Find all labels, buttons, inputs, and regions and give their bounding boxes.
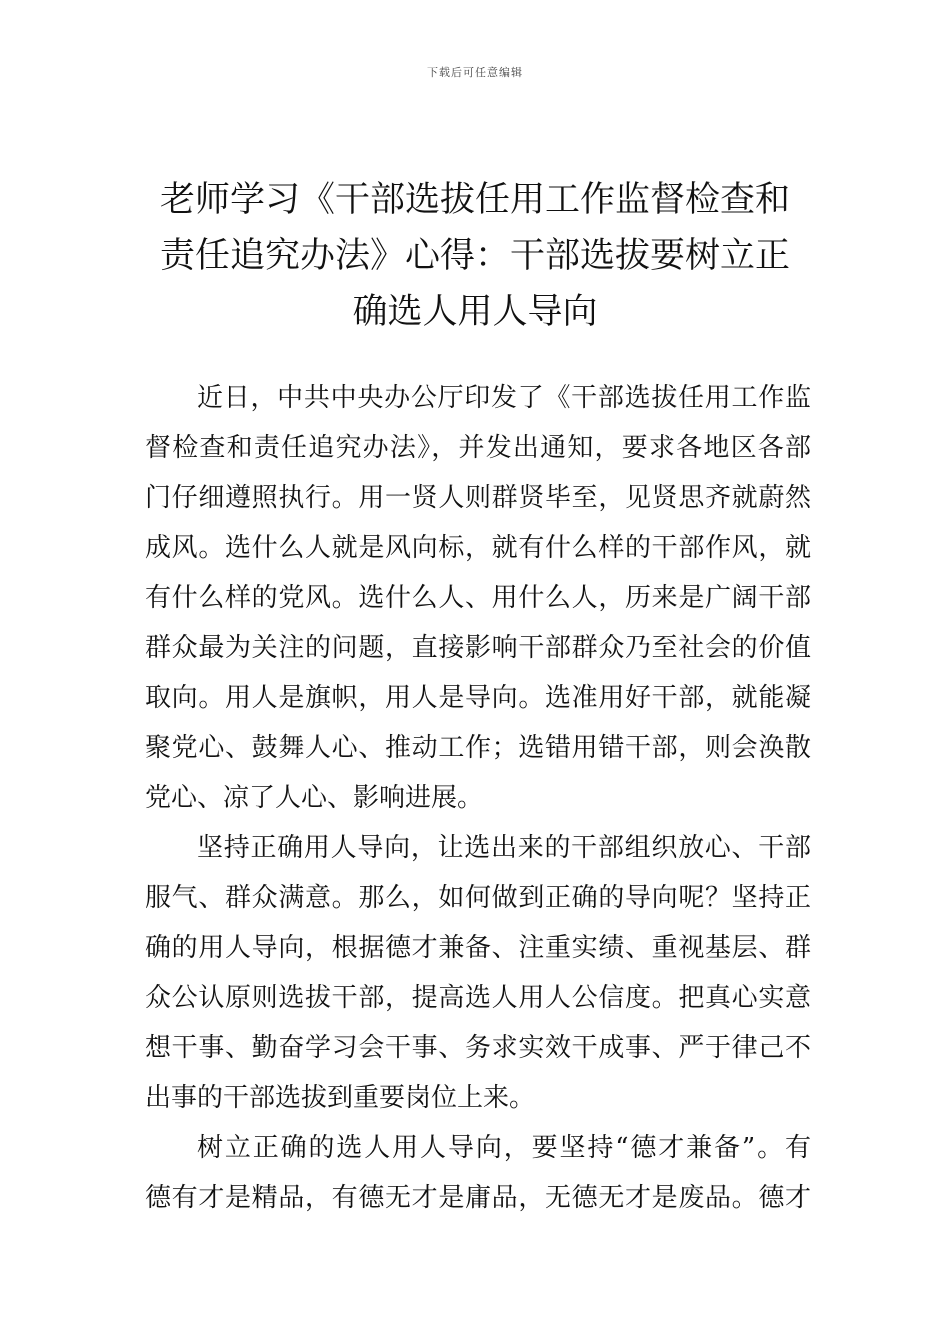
paragraph-1	[145, 373, 811, 823]
text-line: 有什么样的党风。选什么人、用什么人，历来是广阔干部	[145, 583, 811, 613]
text-line: 门仔细遵照执行。用一贤人则群贤毕至，见贤思齐就蔚然	[145, 483, 811, 513]
text-line: 取向。用人是旗帜，用人是导向。选准用好干部，就能凝	[145, 683, 811, 713]
text-line: 群众最为关注的问题，直接影响干部群众乃至社会的价值	[145, 633, 811, 663]
document-title	[140, 172, 810, 340]
text-line: 树立正确的选人用人导向，要坚持“德才兼备”。有	[197, 1133, 811, 1163]
text-line: 督检查和责任追究办法》，并发出通知，要求各地区各部	[145, 433, 811, 463]
text-line: 想干事、勤奋学习会干事、务求实效干成事、严于律己不	[145, 1033, 811, 1063]
text-line: 德有才是精品，有德无才是庸品，无德无才是废品。德才	[145, 1183, 811, 1213]
title-line: 确选人用人导向	[352, 292, 598, 332]
title-line: 老师学习《干部选拔任用工作监督检查和	[159, 180, 790, 220]
document-body	[145, 373, 811, 1223]
text-line: 坚持正确用人导向，让选出来的干部组织放心、干部	[197, 833, 811, 863]
title-line: 责任追究办法》心得：干部选拔要树立正	[159, 236, 790, 276]
text-line: 近日，中共中央办公厅印发了《干部选拔任用工作监	[197, 383, 811, 413]
text-line: 聚党心、鼓舞人心、推动工作；选错用错干部，则会涣散	[145, 733, 811, 763]
text-line: 确的用人导向，根据德才兼备、注重实绩、重视基层、群	[145, 933, 811, 963]
text-line: 党心、凉了人心、影响进展。	[145, 783, 484, 813]
text-line: 服气、群众满意。那么，如何做到正确的导向呢？坚持正	[145, 883, 811, 913]
text-line: 出事的干部选拔到重要岗位上来。	[145, 1083, 536, 1113]
text-line: 众公认原则选拔干部，提高选人用人公信度。把真心实意	[145, 983, 811, 1013]
paragraph-2	[145, 823, 811, 1123]
text-line: 成风。选什么人就是风向标，就有什么样的干部作风，就	[145, 533, 811, 563]
paragraph-3	[145, 1123, 811, 1223]
header-note: 下载后可任意编辑	[427, 66, 523, 79]
